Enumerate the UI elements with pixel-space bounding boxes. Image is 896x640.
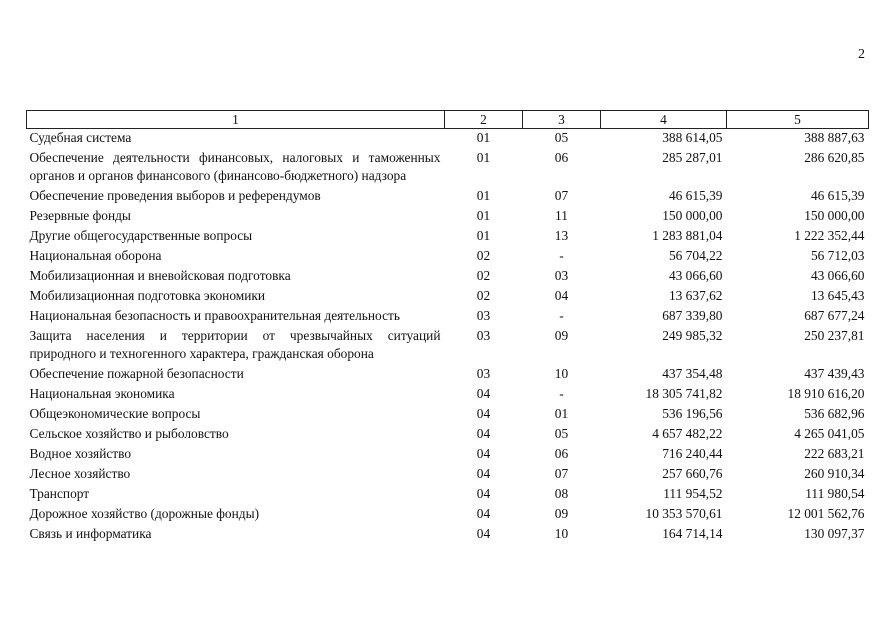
table-row	[27, 226, 869, 246]
column-header: 4	[601, 111, 727, 129]
row-subsection: 05	[554, 426, 569, 441]
row-name: Общеэкономические вопросы	[29, 406, 201, 421]
row-section: 04	[476, 486, 491, 501]
row-subsection: -	[559, 308, 564, 323]
row-value-2: 250 237,81	[804, 328, 865, 343]
table-row	[27, 186, 869, 206]
row-value-2: 286 620,85	[804, 150, 865, 165]
row-value-1: 4 657 482,22	[652, 426, 723, 441]
row-section: 04	[476, 386, 491, 401]
table-row	[27, 364, 869, 384]
table-row	[27, 129, 869, 149]
row-section: 03	[476, 308, 491, 323]
row-name: Обеспечение проведения выборов и референдумов	[29, 188, 321, 203]
table-row	[27, 404, 869, 424]
table-row	[27, 306, 869, 326]
row-section: 02	[476, 248, 491, 263]
row-value-1: 388 614,05	[662, 130, 723, 145]
row-name: Национальная безопасность и правоохранительная деятельность	[29, 308, 400, 323]
table-row	[27, 246, 869, 266]
column-header: 2	[445, 111, 523, 129]
row-name: Обеспечение деятельности финансовых, налоговых и таможенных органов и органов финансового (финансово-бюджетного) надзора	[29, 150, 441, 183]
table-row	[27, 464, 869, 484]
row-subsection: 10	[554, 366, 569, 381]
row-value-2: 46 615,39	[810, 188, 865, 203]
row-section: 04	[476, 466, 491, 481]
row-subsection: 10	[554, 526, 569, 541]
row-value-1: 249 985,32	[662, 328, 723, 343]
row-value-2: 437 439,43	[804, 366, 865, 381]
row-value-2: 13 645,43	[810, 288, 865, 303]
row-name: Сельское хозяйство и рыболовство	[29, 426, 229, 441]
row-value-2: 12 001 562,76	[787, 506, 865, 521]
row-value-2: 43 066,60	[810, 268, 865, 283]
column-header: 1	[27, 111, 445, 129]
row-value-2: 18 910 616,20	[787, 386, 865, 401]
row-subsection: 07	[554, 188, 569, 203]
row-section: 04	[476, 446, 491, 461]
row-subsection: 01	[554, 406, 569, 421]
table-row	[27, 286, 869, 306]
table-row	[27, 266, 869, 286]
row-name: Национальная экономика	[29, 386, 175, 401]
row-name: Водное хозяйство	[29, 446, 132, 461]
row-name: Дорожное хозяйство (дорожные фонды)	[29, 506, 260, 521]
row-name: Лесное хозяйство	[29, 466, 131, 481]
row-section: 01	[476, 208, 491, 223]
row-section: 04	[476, 506, 491, 521]
row-section: 04	[476, 426, 491, 441]
row-subsection: 09	[554, 328, 569, 343]
row-value-2: 1 222 352,44	[794, 228, 865, 243]
row-value-1: 10 353 570,61	[645, 506, 723, 521]
row-value-2: 56 712,03	[810, 248, 865, 263]
row-section: 02	[476, 288, 491, 303]
row-subsection: 11	[555, 208, 568, 223]
row-value-1: 716 240,44	[662, 446, 723, 461]
row-name: Мобилизационная подготовка экономики	[29, 288, 266, 303]
row-value-1: 43 066,60	[668, 268, 723, 283]
table-row	[27, 444, 869, 464]
row-subsection: 06	[554, 150, 569, 165]
table-header-row	[27, 111, 869, 129]
row-value-1: 164 714,14	[662, 526, 723, 541]
row-name: Судебная система	[29, 130, 132, 145]
row-section: 01	[476, 188, 491, 203]
row-section: 03	[476, 366, 491, 381]
row-value-2: 150 000,00	[804, 208, 865, 223]
row-section: 02	[476, 268, 491, 283]
table-row	[27, 326, 869, 364]
table-row	[27, 504, 869, 524]
row-subsection: 09	[554, 506, 569, 521]
row-name: Другие общегосударственные вопросы	[29, 228, 253, 243]
row-name: Обеспечение пожарной безопасности	[29, 366, 244, 381]
budget-table	[26, 110, 869, 544]
row-value-1: 285 287,01	[662, 150, 723, 165]
page-number: 2	[858, 47, 865, 62]
row-subsection: 05	[554, 130, 569, 145]
row-subsection: 06	[554, 446, 569, 461]
row-value-2: 222 683,21	[804, 446, 865, 461]
table-row	[27, 148, 869, 186]
row-value-2: 388 887,63	[804, 130, 865, 145]
row-value-2: 130 097,37	[804, 526, 865, 541]
row-name: Защита населения и территории от чрезвычайных ситуаций природного и техногенного характера, гражданская оборона	[29, 328, 441, 361]
row-name: Резервные фонды	[29, 208, 131, 223]
row-value-2: 111 980,54	[805, 486, 865, 501]
row-value-2: 687 677,24	[804, 308, 865, 323]
column-header: 5	[727, 111, 869, 129]
row-value-1: 257 660,76	[662, 466, 723, 481]
row-value-1: 18 305 741,82	[645, 386, 723, 401]
table-row	[27, 384, 869, 404]
row-section: 03	[476, 328, 491, 343]
row-value-2: 260 910,34	[804, 466, 865, 481]
row-name: Национальная оборона	[29, 248, 162, 263]
row-value-2: 536 682,96	[804, 406, 865, 421]
row-section: 01	[476, 130, 491, 145]
row-subsection: -	[559, 386, 564, 401]
column-header: 3	[523, 111, 601, 129]
row-value-1: 56 704,22	[668, 248, 723, 263]
row-subsection: 13	[554, 228, 569, 243]
table-row	[27, 484, 869, 504]
table-row	[27, 424, 869, 444]
row-subsection: 04	[554, 288, 569, 303]
table-row	[27, 524, 869, 544]
row-value-1: 13 637,62	[668, 288, 723, 303]
row-value-1: 536 196,56	[662, 406, 723, 421]
row-subsection: -	[559, 248, 564, 263]
row-value-2: 4 265 041,05	[794, 426, 865, 441]
row-section: 04	[476, 526, 491, 541]
row-subsection: 08	[554, 486, 569, 501]
table-body	[27, 129, 869, 545]
row-value-1: 150 000,00	[662, 208, 723, 223]
row-value-1: 437 354,48	[662, 366, 723, 381]
row-name: Мобилизационная и вневойсковая подготовка	[29, 268, 291, 283]
row-section: 01	[476, 150, 491, 165]
row-section: 01	[476, 228, 491, 243]
row-value-1: 687 339,80	[662, 308, 723, 323]
table-row	[27, 206, 869, 226]
row-value-1: 111 954,52	[663, 486, 723, 501]
row-section: 04	[476, 406, 491, 421]
row-subsection: 03	[554, 268, 569, 283]
row-value-1: 1 283 881,04	[652, 228, 723, 243]
row-name: Транспорт	[29, 486, 90, 501]
row-value-1: 46 615,39	[668, 188, 723, 203]
row-subsection: 07	[554, 466, 569, 481]
row-name: Связь и информатика	[29, 526, 152, 541]
